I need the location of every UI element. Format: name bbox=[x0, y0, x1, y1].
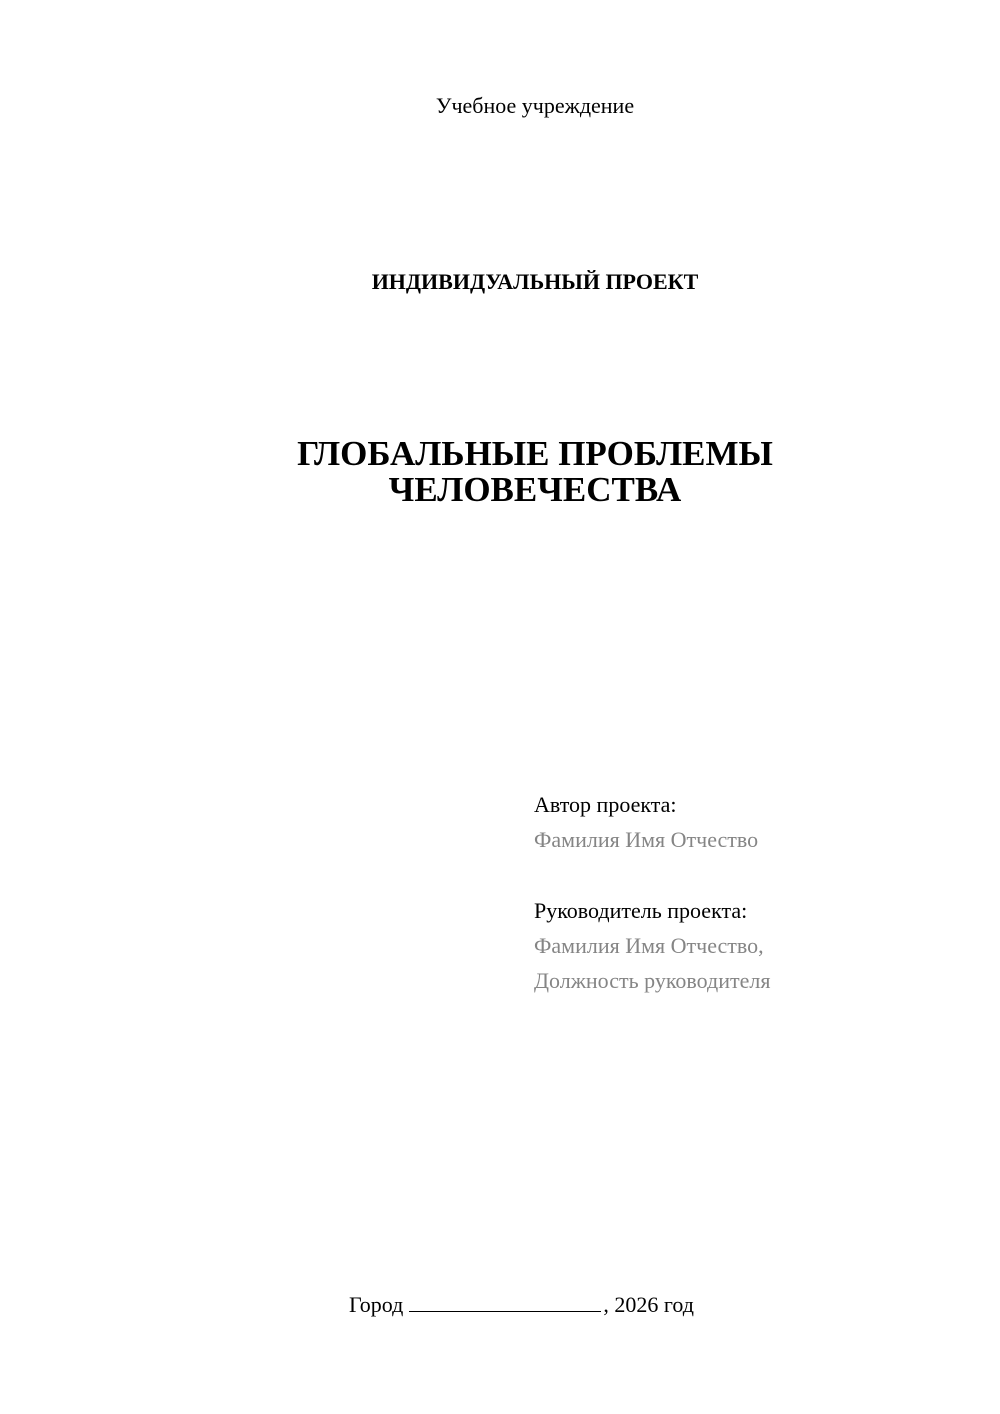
project-info-block bbox=[534, 787, 974, 998]
project-title bbox=[0, 436, 1000, 508]
supervisor-position: Должность руководителя bbox=[534, 968, 771, 993]
city-label: Город bbox=[349, 1292, 404, 1317]
institution-name: Учебное учреждение bbox=[435, 93, 635, 118]
project-title-line-2: ЧЕЛОВЕЧЕСТВА bbox=[388, 470, 682, 509]
supervisor-label: Руководитель проекта: bbox=[534, 898, 748, 923]
project-title-line-1: ГЛОБАЛЬНЫЕ ПРОБЛЕМЫ bbox=[297, 434, 773, 473]
author-name: Фамилия Имя Отчество bbox=[534, 827, 759, 852]
city-year-line bbox=[349, 1289, 694, 1320]
author-label: Автор проекта: bbox=[534, 792, 677, 817]
year-text: , 2026 год bbox=[603, 1292, 694, 1317]
city-blank-line bbox=[409, 1289, 601, 1312]
supervisor-name: Фамилия Имя Отчество, bbox=[534, 933, 764, 958]
document-type: ИНДИВИДУАЛЬНЫЙ ПРОЕКТ bbox=[371, 269, 699, 294]
spacer bbox=[534, 857, 974, 893]
